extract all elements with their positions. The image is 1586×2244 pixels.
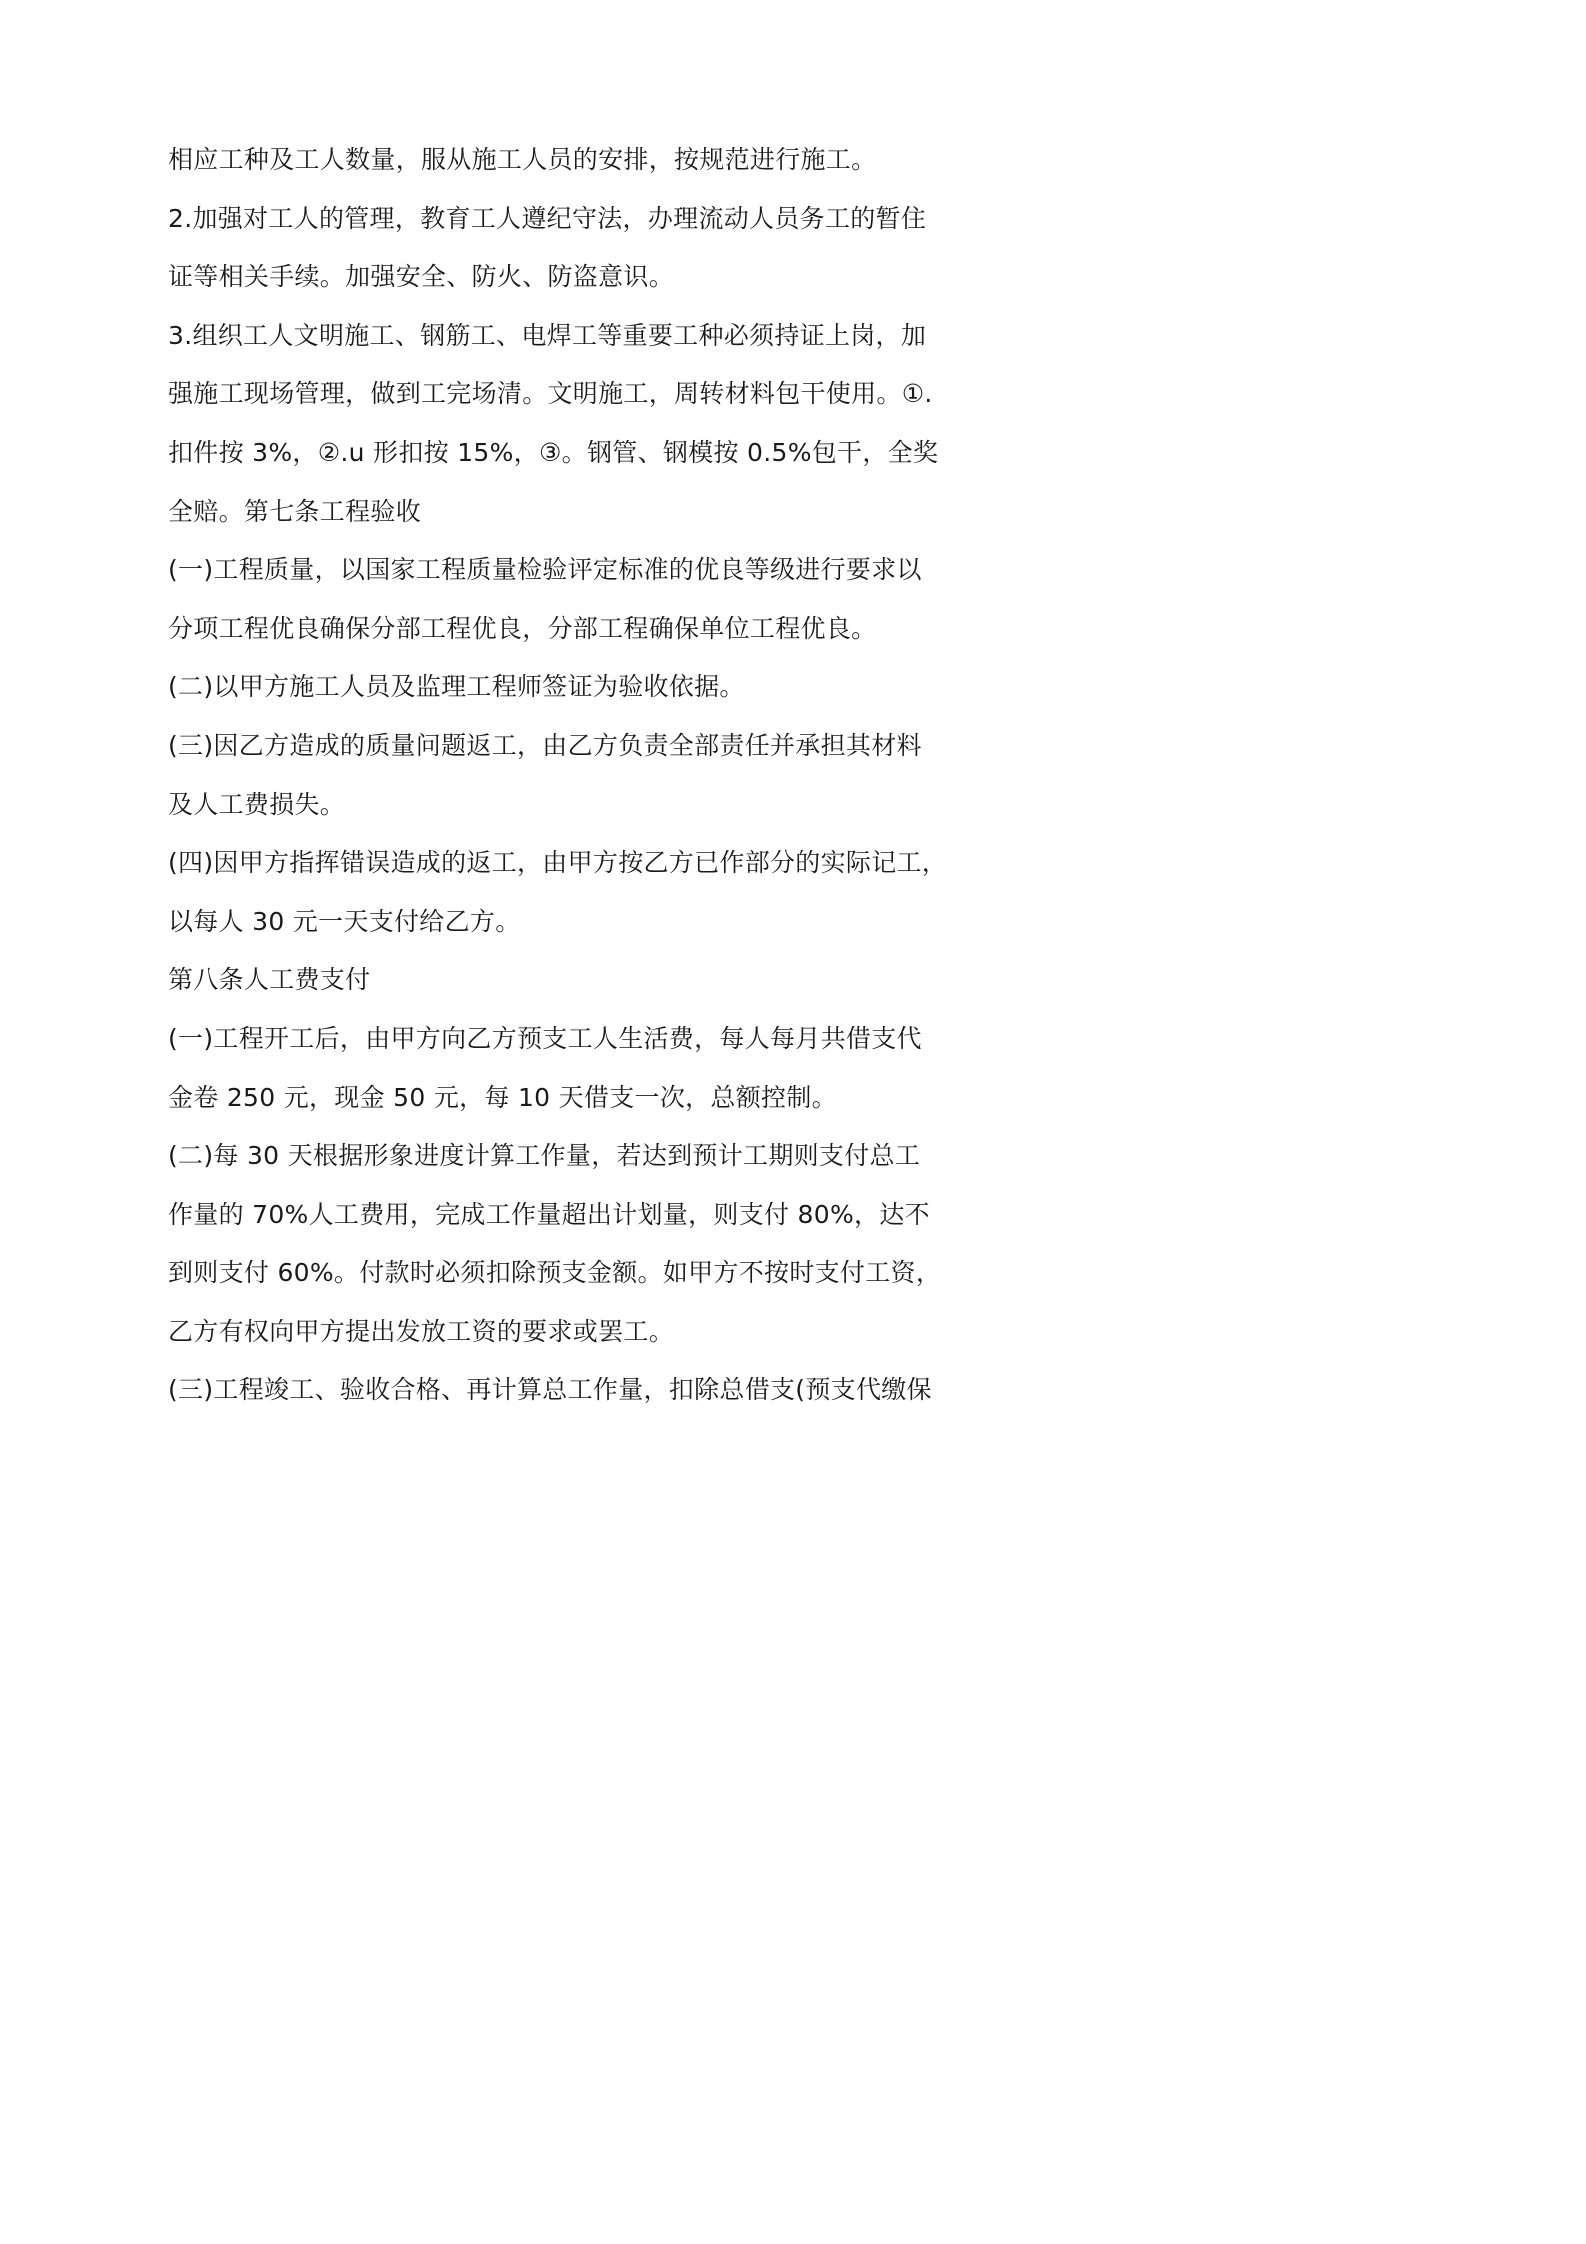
text-line: (一)工程质量，以国家工程质量检验评定标准的优良等级进行要求以 [168, 555, 922, 585]
text-line: 3.组织工人文明施工、钢筋工、电焊工等重要工种必须持证上岗，加 [168, 320, 927, 350]
text-line: 分项工程优良确保分部工程优良，分部工程确保单位工程优良。 [168, 613, 877, 643]
text-line: 到则支付 60%。付款时必须扣除预支金额。如甲方不按时支付工资， [168, 1258, 942, 1288]
text-line: (一)工程开工后，由甲方向乙方预支工人生活费，每人每月共借支代 [168, 1023, 922, 1053]
text-line: 2.加强对工人的管理，教育工人遵纪守法，办理流动人员务工的暂住 [168, 203, 927, 233]
document-body [168, 140, 968, 1429]
text-line: 相应工种及工人数量，服从施工人员的安排，按规范进行施工。 [168, 145, 877, 174]
text-line: 强施工现场管理，做到工完场清。文明施工，周转材料包干使用。①. [168, 379, 933, 409]
text-line: 扣件按 3%，②.u 形扣按 15%，③。钢管、钢模按 0.5%包干，全奖 [168, 437, 939, 467]
text-line: (三)因乙方造成的质量问题返工，由乙方负责全部责任并承担其材料 [168, 730, 922, 760]
text-line: 金卷 250 元，现金 50 元，每 10 天借支一次，总额控制。 [168, 1082, 837, 1112]
text-line: (二)每 30 天根据形象进度计算工作量，若达到预计工期则支付总工 [168, 1141, 921, 1171]
document-page [0, 0, 1104, 1561]
text-line: 作量的 70%人工费用，完成工作量超出计划量，则支付 80%，达不 [168, 1199, 930, 1229]
text-line: 及人工费损失。 [168, 789, 346, 819]
text-line: 第八条人工费支付 [168, 965, 371, 995]
text-line: 以每人 30 元一天支付给乙方。 [168, 906, 521, 936]
text-line: 证等相关手续。加强安全、防火、防盗意识。 [168, 262, 675, 292]
text-line: (二)以甲方施工人员及监理工程师签证为验收依据。 [168, 672, 745, 702]
text-line: (三)工程竣工、验收合格、再计算总工作量，扣除总借支(预支代缴保 [168, 1375, 932, 1405]
text-line: 乙方有权向甲方提出发放工资的要求或罢工。 [168, 1316, 675, 1346]
text-line: 全赔。第七条工程验收 [168, 496, 422, 526]
text-line: (四)因甲方指挥错误造成的返工，由甲方按乙方已作部分的实际记工， [168, 848, 948, 878]
